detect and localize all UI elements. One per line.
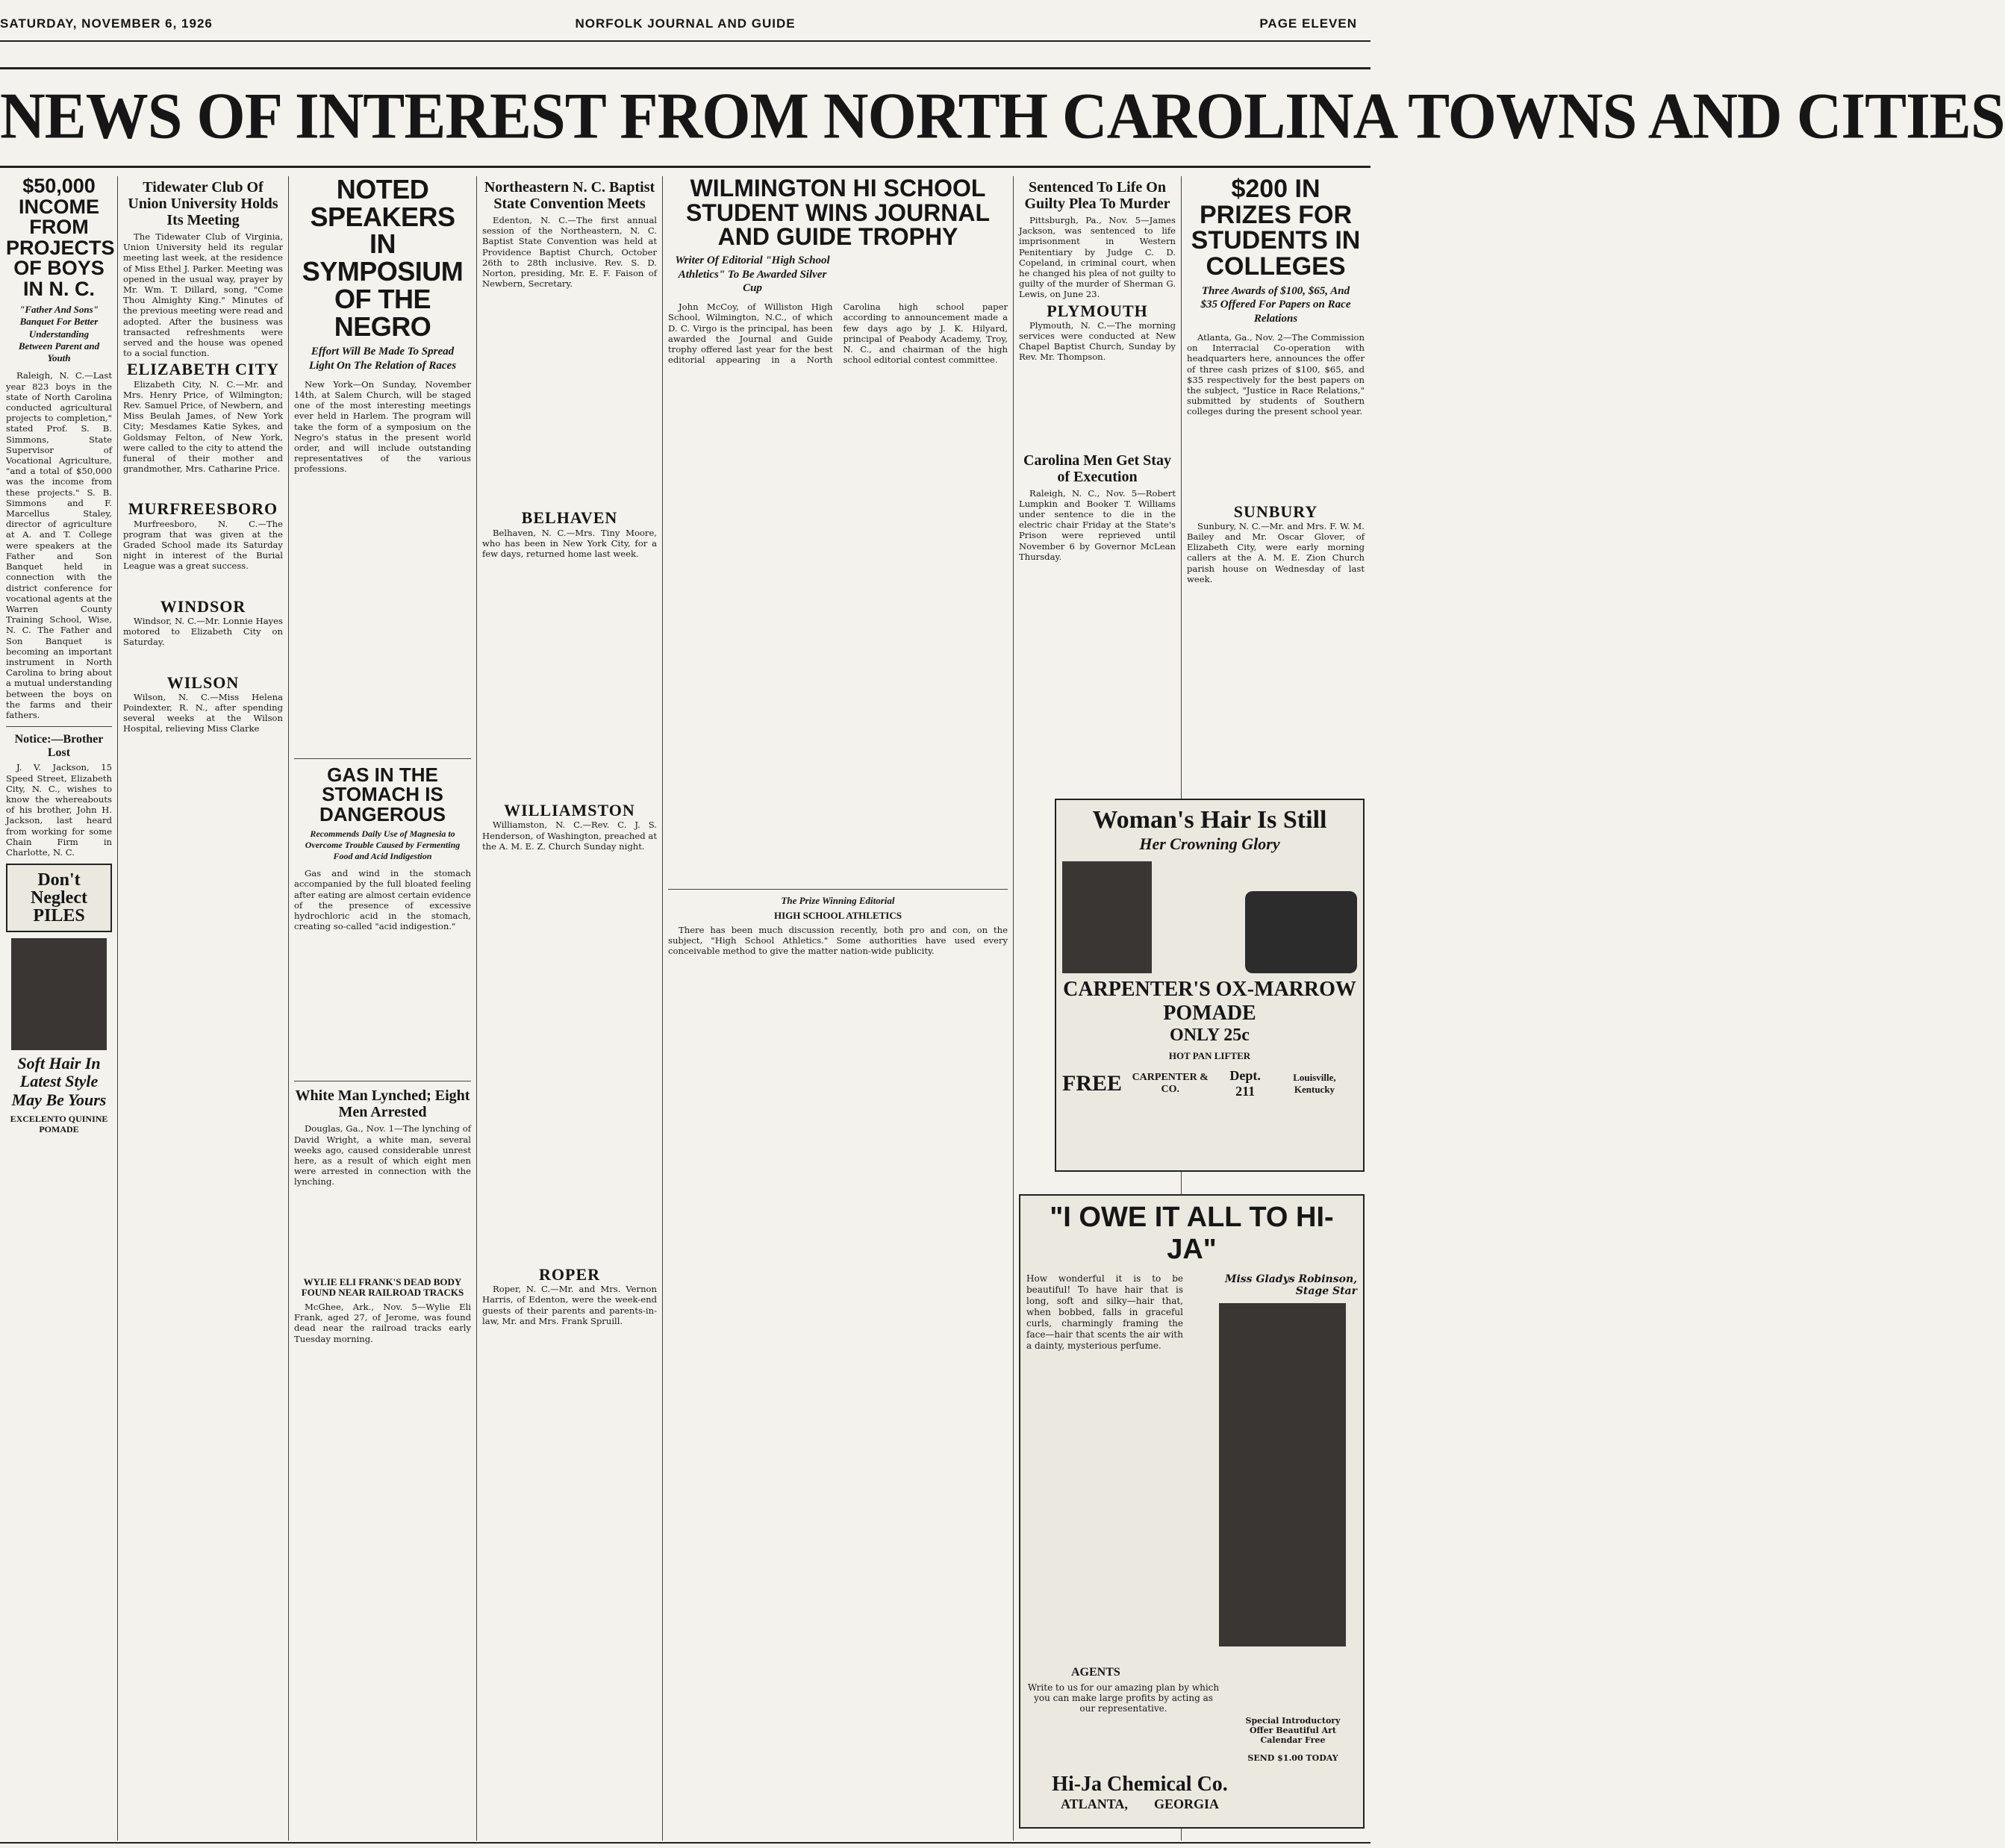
trophy-body: John McCoy, of Williston High School, Wilmington, N.C., of which D. C. Virgo is the principal, has been awarded the Journal and Guide trophy offered last year for the best editorial appearing in a North Carolina high school paper according to announcement made a few days ago by J. K. Hilyard, principal of Peabody Academy, Troy, N. C., and chairman of the high school editorial contest committee.	[668, 302, 1008, 366]
wylie-frank-body: McGhee, Ark., Nov. 5—Wylie Eli Frank, aged 27, of Jerome, was found dead near the railroad tracks early Tuesday morning.	[294, 1302, 471, 1344]
town-williamston: WILLIAMSTON	[504, 801, 635, 820]
column-4	[482, 176, 657, 1841]
column-rule	[288, 176, 289, 1841]
town-wilson: WILSON	[166, 672, 240, 692]
tidewater-headline: Tidewater Club Of Union University Holds Its Meeting	[128, 179, 278, 228]
windsor-body: Windsor, N. C.—Mr. Lonnie Hayes motored to Elizabeth City on Saturday.	[123, 615, 283, 648]
hija-agents-body: Write to us for our amazing plan by which you can make large profits by acting as our representative.	[1027, 1682, 1220, 1714]
speakers-subhead: Effort Will Be Made To Spread Light On The Relation of Races	[308, 346, 457, 372]
sentenced-headline: Sentenced To Life On Guilty Plea To Murder	[1024, 179, 1170, 212]
pomade-city: Louisville, Kentucky	[1293, 1072, 1336, 1095]
speakers-headline: NOTED SPEAKERS IN SYMPOSIUM OF THE NEGRO	[302, 174, 464, 342]
baptist-convention-headline: Northeastern N. C. Baptist State Convention Meets	[484, 179, 655, 212]
income-subhead: "Father And Sons" Banquet For Better Understanding Between Parent and Youth	[18, 304, 100, 364]
income-headline: $50,000 INCOME FROM PROJECTS OF BOYS IN N. C.	[6, 175, 115, 300]
piles-ad-title: Don't Neglect PILES	[31, 870, 87, 926]
hija-offer: Special Introductory Offer Beautiful Art Calendar Free	[1245, 1716, 1341, 1745]
income-article-body: Raleigh, N. C.—Last year 823 boys in the state of North Carolina conducted agricultural projects to completion," stated Prof. S. B. Simmons, State Supervisor of Vocational Agriculture, "and a total of $50,000 was the income from these projects." S. B. Simmons and F. Marcellus Staley, director of agriculture at A. and T. College were speakers at the Father and Son Banquet held in connection with the district conference for vocational agents at the Warren County Training School, Wise, N. C. The Father and Son Banquet is becoming an important instrument in North Carolina to bring about a mutual understanding between the boys on the farms and their fathers.	[6, 370, 112, 720]
pomade-ad-subtitle: Her Crowning Glory	[1139, 834, 1280, 853]
lynching-headline: White Man Lynched; Eight Men Arrested	[295, 1087, 470, 1121]
column-rule	[1013, 176, 1014, 1841]
wylie-frank-headline: WYLIE ELI FRANK'S DEAD BODY FOUND NEAR RAILROAD TRACKS	[301, 1276, 464, 1298]
gas-stomach-body: Gas and wind in the stomach accompanied by the full bloated feeling after eating are almost certain evidence of the presence of excessive hydrochloric acid in the stomach, creating so-called "acid indigestion."	[294, 868, 471, 932]
hija-city: ATLANTA,	[1061, 1797, 1128, 1811]
prize-editorial-headline: HIGH SCHOOL ATHLETICS	[774, 909, 902, 921]
folio-date: SATURDAY, NOVEMBER 6, 1926	[0, 16, 213, 31]
pomade-price: ONLY 25c	[1170, 1026, 1250, 1045]
elizabeth-city-body: Elizabeth City, N. C.—Mr. and Mrs. Henry Price, of Wilmington; Rev. Samuel Price, of Newbern, and Miss Beulah James, of New York City; Mesdames Katie Sykes, and Goldsmay Felton, of New York, were called to the city to attend the funeral of their mother and grandmother, Mrs. Catharine Price.	[123, 378, 283, 475]
gas-stomach-subhead: Recommends Daily Use of Magnesia to Overcome Trouble Caused by Fermenting Food and Acid Indigestion	[305, 828, 461, 862]
folio-paper-name: NORFOLK JOURNAL AND GUIDE	[575, 16, 796, 31]
gas-stomach-headline: GAS IN THE STOMACH IS DANGEROUS	[319, 763, 446, 825]
lynching-body: Douglas, Ga., Nov. 1—The lynching of David Wright, a white man, several weeks ago, caused considerable unrest here, as a result of which eight men were arrested in connection with the lynching.	[294, 1123, 471, 1187]
hija-ad-caption: Miss Gladys Robinson, Stage Star	[1224, 1273, 1357, 1297]
hija-agents-title: AGENTS	[1071, 1666, 1120, 1679]
piles-ad	[6, 864, 112, 932]
prize-label: The Prize Winning Editorial	[781, 895, 895, 907]
pomade-brand: CARPENTER'S OX-MARROW POMADE	[1063, 978, 1356, 1025]
woman-portrait-image	[11, 938, 107, 1050]
hija-ad	[1019, 1194, 1365, 1829]
trophy-subhead: Writer Of Editorial "High School Athletics" To Be Awarded Silver Cup	[675, 254, 830, 295]
prize-editorial-body: There has been much discussion recently, both pro and con, on the subject, "High School Athletics." Some authorities have used every conceivable method to give the matter nation-wide publicity.	[668, 924, 1008, 957]
belhaven-body: Belhaven, N. C.—Mrs. Tiny Moore, who has been in New York City, for a few days, returned home last week.	[482, 527, 657, 560]
column-rule	[117, 176, 118, 1841]
column-5	[668, 176, 1008, 1841]
separator	[6, 726, 112, 727]
column-3	[294, 176, 471, 1841]
stage-star-image	[1219, 1303, 1346, 1646]
murfreesboro-body: Murfreesboro, N. C.—The program that was given at the Graded School made its Saturday night in interest of the Burial League was a great success.	[123, 518, 283, 572]
banner-headline: NEWS OF INTEREST FROM NORTH CAROLINA TOWNS AND CITIES	[0, 79, 2005, 153]
town-plymouth: PLYMOUTH	[1047, 301, 1148, 320]
separator	[294, 758, 471, 759]
sunbury-body: Sunbury, N. C.—Mr. and Mrs. F. W. M. Bailey and Mr. Oscar Glover, of Elizabeth City, were early morning callers at the A. M. E. Zion Church parish house on Wednesday of last week.	[1187, 520, 1365, 584]
town-roper: ROPER	[539, 1265, 600, 1284]
stay-of-execution-headline: Carolina Men Get Stay of Execution	[1023, 452, 1171, 485]
column-2	[123, 176, 283, 1841]
hija-company: Hi-Ja Chemical Co.	[1052, 1773, 1228, 1796]
town-sunbury: SUNBURY	[1233, 502, 1318, 521]
banner-bottom-rule	[0, 166, 1371, 168]
prizes-subhead: Three Awards of $100, $65, And $35 Offered For Papers on Race Relations	[1200, 284, 1351, 325]
trophy-article	[668, 302, 1008, 366]
town-windsor: WINDSOR	[160, 596, 246, 616]
hija-send-today: SEND $1.00 TODAY	[1247, 1753, 1338, 1763]
baptist-convention-body: Edenton, N. C.—The first annual session of the Northeastern, N. C. Baptist State Convention was held at Providence Baptist Church, October 26th to 28th inclusive. Rev. S. D. Norton, presiding, Mr. E. F. Faison of Newbern, Secretary.	[482, 215, 657, 290]
hot-pan-lifter-label: HOT PAN LIFTER	[1168, 1050, 1251, 1061]
column-rule	[476, 176, 477, 1841]
pomade-ad-portrait	[1062, 861, 1152, 973]
trophy-headline: WILMINGTON HI SCHOOL STUDENT WINS JOURNAL AND GUIDE TROPHY	[685, 175, 991, 251]
town-elizabeth-city: ELIZABETH CITY	[126, 360, 280, 379]
pomade-jar-image	[1245, 891, 1357, 973]
folio-line	[0, 16, 1371, 39]
plymouth-body: Plymouth, N. C.—The morning services were conducted at New Chapel Baptist Church, Sunday by Rev. Mr. Thompson.	[1019, 319, 1176, 363]
williamston-body: Williamston, N. C.—Rev. C. J. S. Henderson, of Washington, preached at the A. M. E. Z. Church Sunday night.	[482, 820, 657, 852]
prizes-body: Atlanta, Ga., Nov. 2—The Commission on Interracial Co-operation with headquarters here, announces the offer of three cash prizes of $100, $65, and $35 respectively for the best papers on the subject, "Justice in Race Relations," submitted by students of Southern colleges during the present school year.	[1187, 331, 1365, 417]
separator	[668, 889, 1008, 890]
hija-ad-title: "I OWE IT ALL TO HI-JA"	[1050, 1202, 1334, 1265]
pomade-ad	[1055, 799, 1365, 1172]
town-murfreesboro: MURFREESBORO	[128, 499, 278, 519]
pomade-dept: Dept. 211	[1229, 1068, 1261, 1099]
tidewater-body: The Tidewater Club of Virginia, Union University held its regular meeting last week, at the residence of Miss Ethel J. Parker. Meeting was opened in the usual way, prayer by Mr. Wm. T. Dillard, song, "Come Thou Almighty King." Minutes of the previous meeting were read and adopted. After the business was transacted refreshments were served and the house was opened to a social function.	[123, 231, 283, 359]
hair-ad-title: Soft Hair In Latest Style May Be Yours	[11, 1054, 107, 1109]
pomade-free-label: FREE	[1062, 1071, 1123, 1096]
stay-of-execution-body: Raleigh, N. C., Nov. 5—Robert Lumpkin and Booker T. Williams under sentence to die in the electric chair Friday at the State's Prison were reprieved until November 6 by Governor McLean Thursday.	[1019, 487, 1176, 562]
folio-page-number: PAGE ELEVEN	[1259, 16, 1357, 31]
notice-body: J. V. Jackson, 15 Speed Street, Elizabeth City, N. C., wishes to know the whereabouts of his brother, John H. Jackson, last heard from working for some Chain Firm in Charlotte, N. C.	[6, 762, 112, 858]
column-1	[6, 175, 115, 1841]
top-rule	[0, 40, 1371, 42]
pomade-company: CARPENTER & CO.	[1132, 1072, 1209, 1095]
hija-state: GEORGIA	[1153, 1797, 1219, 1811]
notice-headline: Notice:—Brother Lost	[14, 733, 104, 759]
hija-ad-body: How wonderful it is to be beautiful! To have hair that is long, soft and silky—hair that, when bobbed, falls in graceful curls, charmingly framing the face—hair that scents the air with a dainty, mysterious perfume.	[1026, 1273, 1183, 1351]
column-rule	[662, 176, 663, 1841]
sentenced-body: Pittsburgh, Pa., Nov. 5—James Jackson, was sentenced to life imprisonment in Western Penitentiary by Judge C. D. Copeland, in criminal court, when he changed his plea of not guilty to guilty of the murder of Sherman G. Lewis, on June 23.	[1019, 215, 1176, 300]
column-7	[1187, 176, 1365, 788]
pomade-ad-title: Woman's Hair Is Still	[1092, 806, 1327, 834]
prizes-headline: $200 IN PRIZES FOR STUDENTS IN COLLEGES	[1191, 175, 1361, 281]
speakers-body: New York—On Sunday, November 14th, at Salem Church, will be staged one of the most interesting meetings ever held in Harlem. The program will take the form of a symposium on the Negro's status in the present world order, and will include outstanding representatives of the various professions.	[294, 378, 471, 475]
bottom-rule	[0, 1842, 1371, 1844]
quinine-pomade-name: EXCELENTO QUININE POMADE	[10, 1113, 108, 1134]
wilson-body: Wilson, N. C.—Miss Helena Poindexter, R. N., after spending several weeks at the Wilson Hospital, relieving Miss Clarke	[123, 691, 283, 734]
roper-body: Roper, N. C.—Mr. and Mrs. Vernon Harris, of Edenton, were the week-end guests of their parents and parents-in-law, Mr. and Mrs. Frank Spruill.	[482, 1284, 657, 1326]
town-belhaven: BELHAVEN	[521, 508, 618, 528]
